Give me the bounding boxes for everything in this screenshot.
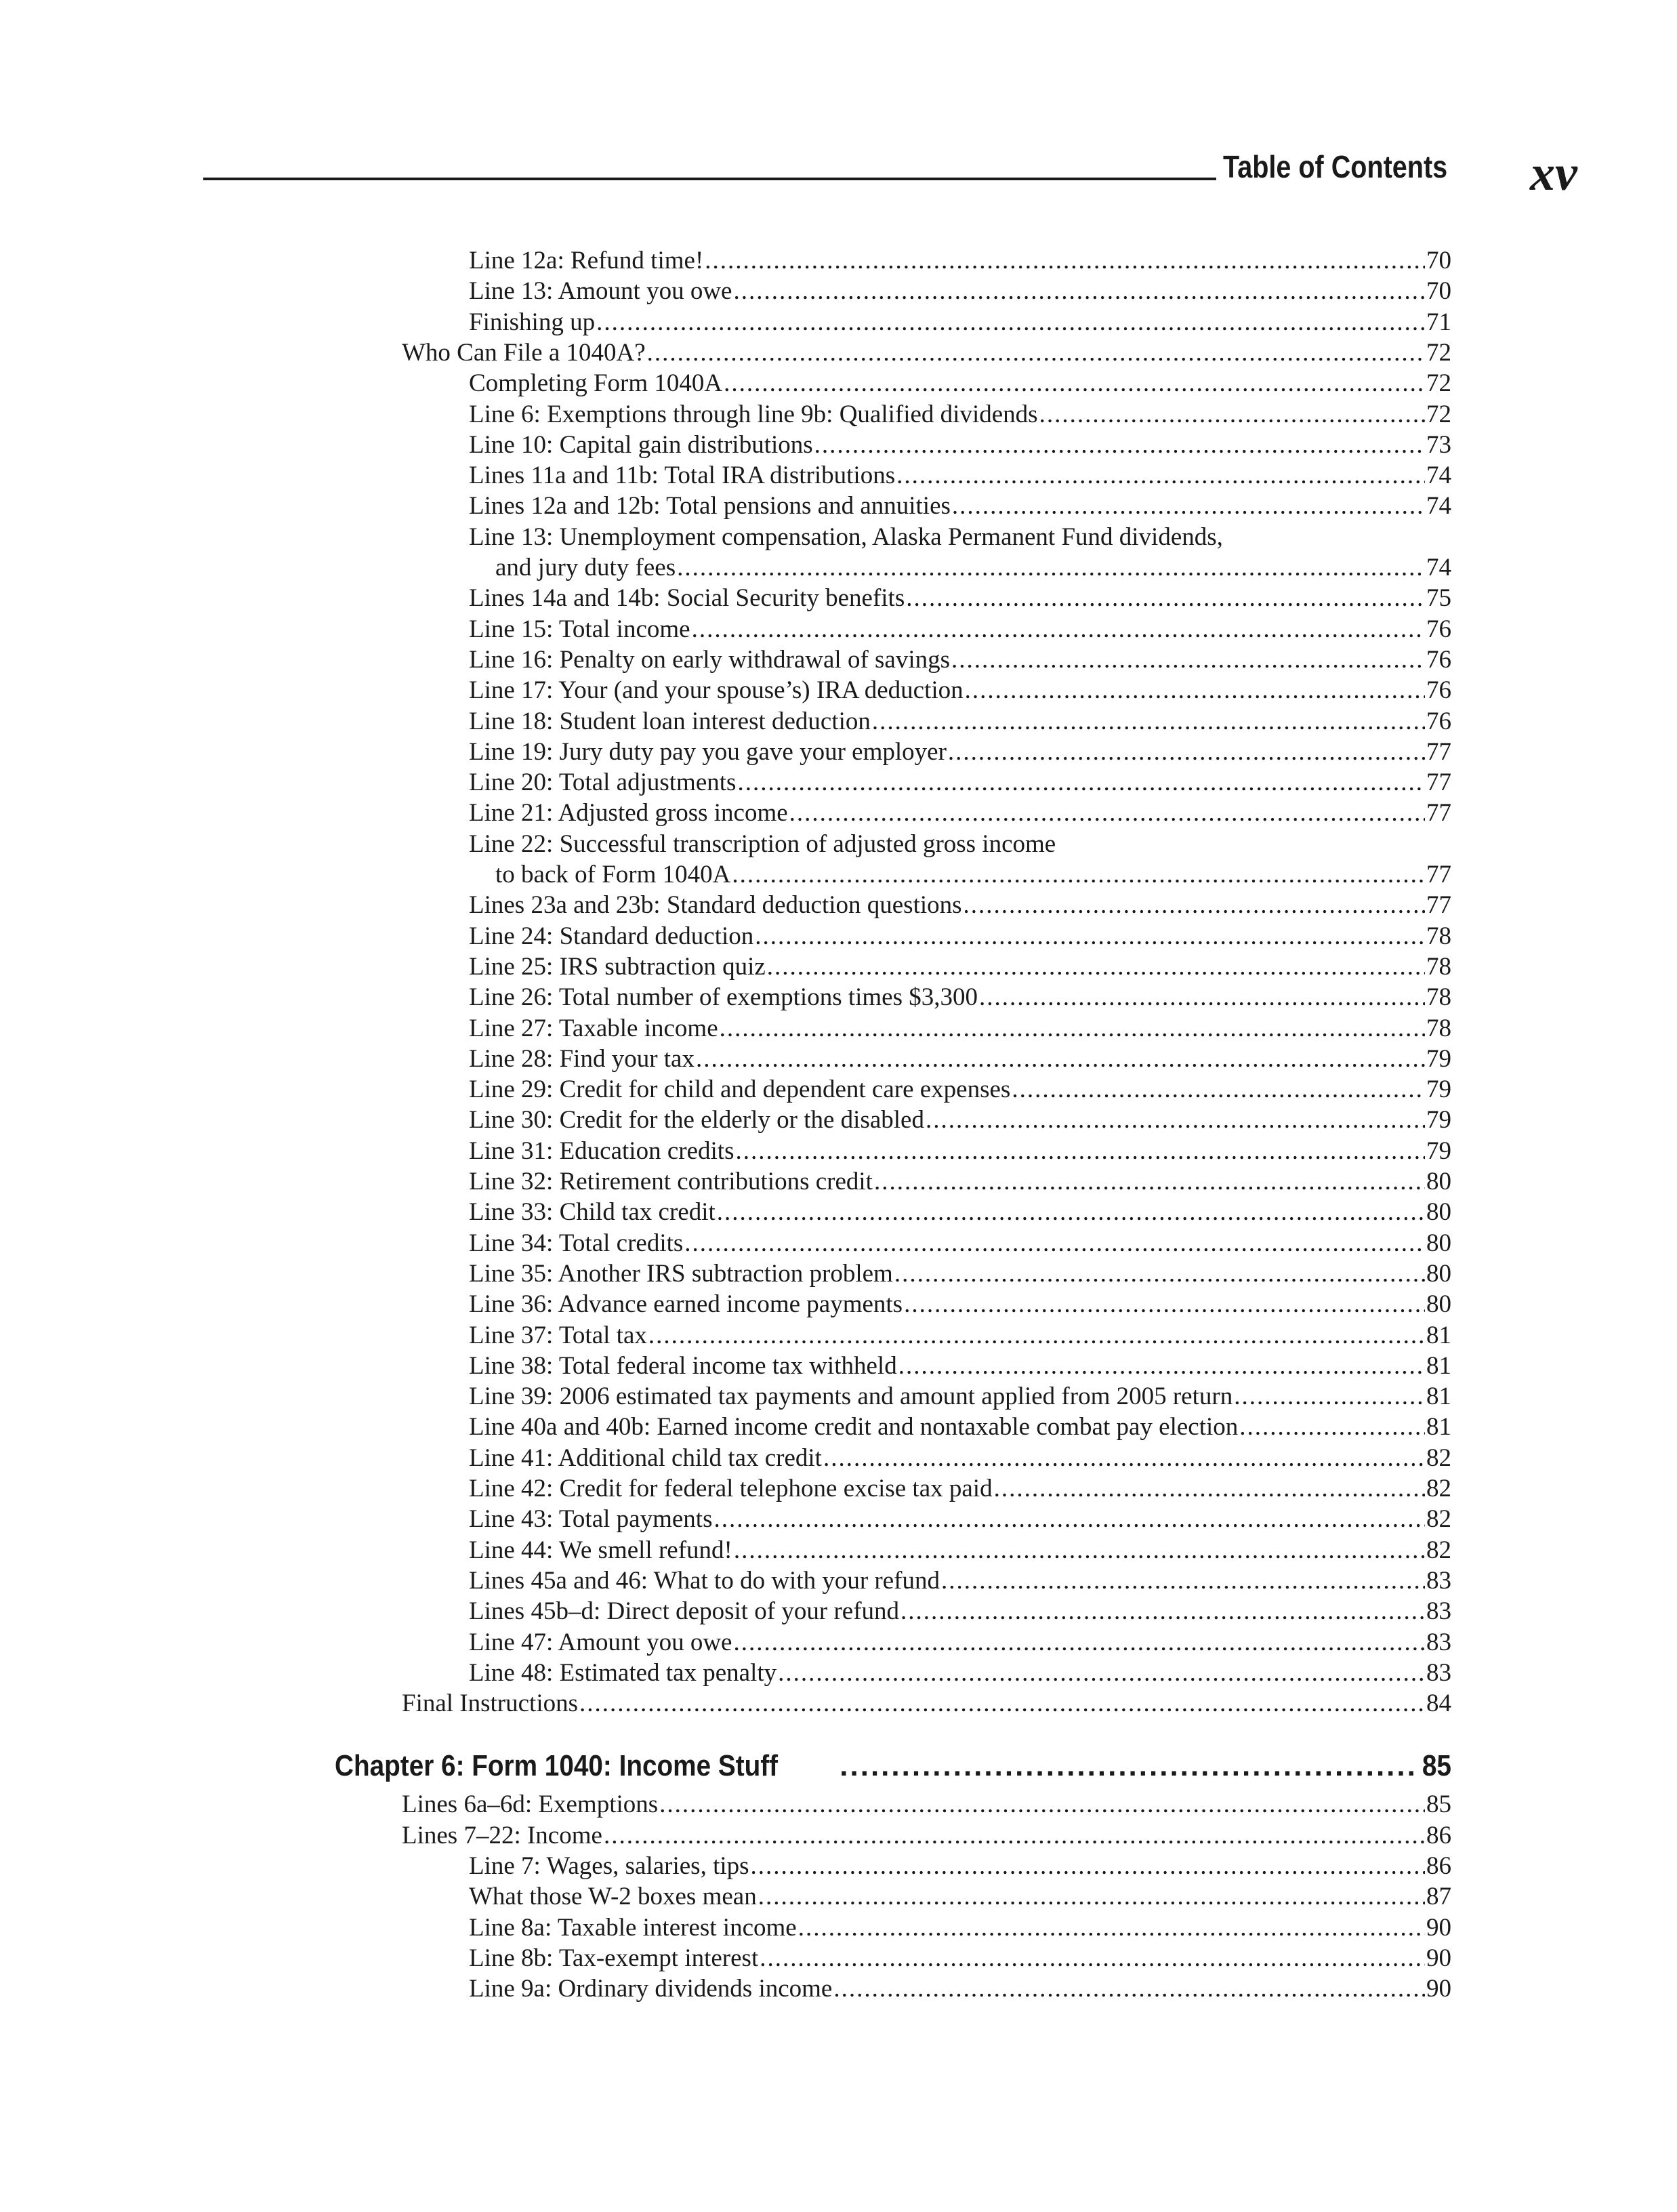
dot-leader: [705, 245, 1425, 276]
toc-entry[interactable]: [469, 675, 1451, 705]
toc-entry-title: Line 17: Your (and your spouse’s) IRA deduction: [469, 676, 964, 705]
toc-entry-page: 79: [1426, 1106, 1451, 1134]
dot-leader: [733, 1627, 1425, 1658]
toc-entry[interactable]: [469, 951, 1451, 982]
toc-entry-page: 87: [1426, 1883, 1451, 1911]
toc-entry[interactable]: [469, 1504, 1451, 1534]
dot-leader: [696, 1044, 1425, 1074]
toc-entry-page: 82: [1426, 1475, 1451, 1502]
toc-entry-page: 75: [1426, 584, 1451, 613]
toc-entry[interactable]: [469, 522, 1223, 552]
toc-entry-title: Line 6: Exemptions through line 9b: Qualified dividends: [469, 400, 1038, 428]
toc-entry-page: 84: [1426, 1689, 1451, 1718]
toc-entry-title: Line 20: Total adjustments: [469, 769, 737, 797]
dot-leader: [778, 1658, 1425, 1688]
running-header: [203, 146, 1586, 203]
toc-entry-page: 77: [1426, 737, 1451, 766]
dot-leader: [734, 1535, 1425, 1565]
dot-leader: [596, 307, 1425, 337]
dot-leader: [833, 1973, 1425, 2004]
toc-entry-title: Lines 11a and 11b: Total IRA distributions: [469, 462, 896, 490]
toc-entry[interactable]: [469, 982, 1451, 1012]
toc-entry-title: Line 42: Credit for federal telephone excise tax paid: [469, 1475, 993, 1502]
toc-entry-page: 76: [1426, 707, 1451, 735]
toc-entry-page: 83: [1426, 1597, 1451, 1626]
toc-entry-page: 90: [1426, 1975, 1451, 2003]
toc-entry-title: Line 8a: Taxable interest income: [469, 1913, 797, 1942]
toc-entry-page: 77: [1426, 861, 1451, 888]
toc-entry-title: Line 30: Credit for the elderly or the disabled: [469, 1106, 924, 1134]
dot-leader: [904, 1289, 1425, 1319]
toc-entry[interactable]: [469, 1596, 1451, 1626]
toc-entry[interactable]: [469, 1258, 1451, 1289]
toc-entry-page: 86: [1426, 1852, 1451, 1880]
dot-leader: [1234, 1381, 1425, 1412]
dot-leader: [952, 491, 1425, 521]
toc-entry-page: 90: [1426, 1944, 1451, 1972]
dot-leader: [906, 583, 1425, 613]
toc-entry[interactable]: [495, 552, 1451, 583]
toc-entry-page: 83: [1426, 1628, 1451, 1656]
toc-entry-title: Line 24: Standard deduction: [469, 922, 754, 950]
dot-leader: [692, 614, 1425, 644]
toc-entry[interactable]: [469, 1443, 1451, 1473]
toc-entry-page: 82: [1426, 1443, 1451, 1472]
dot-leader: [767, 951, 1425, 982]
toc-entry[interactable]: [469, 1013, 1451, 1044]
toc-entry[interactable]: [402, 1789, 1451, 1820]
toc-entry[interactable]: [469, 1943, 1451, 1973]
toc-entry-page: 80: [1426, 1259, 1451, 1288]
toc-entry-page: 79: [1426, 1136, 1451, 1165]
dot-leader: [896, 460, 1425, 491]
toc-entry-page: 81: [1426, 1321, 1451, 1349]
toc-entry[interactable]: [469, 1912, 1451, 1943]
toc-entry-title: Line 31: Education credits: [469, 1136, 734, 1165]
dot-leader: [789, 798, 1425, 828]
toc-entry-title: Lines 14a and 14b: Social Security benefits: [469, 584, 905, 613]
toc-entry-title: Line 19: Jury duty pay you gave your employer: [469, 737, 947, 766]
toc-entry-title: Line 13: Unemployment compensation, Alaska Permanent Fund dividends,: [469, 523, 1223, 551]
toc-entry-page: 71: [1426, 308, 1451, 336]
toc-entry[interactable]: [469, 1197, 1451, 1227]
toc-entry-title: Lines 23a and 23b: Standard deduction questions: [469, 891, 962, 920]
toc-chapter-entry[interactable]: [335, 1747, 1451, 1785]
dot-leader: [659, 1789, 1425, 1820]
dot-leader: [874, 1166, 1425, 1197]
toc-entry-title: Lines 45a and 46: What to do with your refund: [469, 1566, 940, 1595]
dot-leader: [724, 368, 1425, 398]
dot-leader: [872, 706, 1425, 737]
dot-leader: [733, 276, 1425, 306]
toc-entry-title: Finishing up: [469, 308, 596, 336]
toc-entry-page: 90: [1426, 1913, 1451, 1942]
dot-leader: [948, 737, 1425, 767]
toc-entry[interactable]: [469, 1412, 1451, 1442]
toc-entry[interactable]: [469, 368, 1451, 398]
toc-entry[interactable]: [469, 890, 1451, 920]
toc-entry-title: Line 36: Advance earned income payments: [469, 1290, 903, 1319]
toc-entry-page: 70: [1426, 277, 1451, 306]
toc-entry-title: Final Instructions: [402, 1689, 579, 1718]
toc-entry-title: Line 22: Successful transcription of adjusted gross income: [469, 830, 1056, 858]
toc-entry-title: Line 41: Additional child tax credit: [469, 1443, 822, 1472]
toc-entry[interactable]: [469, 1289, 1451, 1319]
toc-entry[interactable]: [469, 1044, 1451, 1074]
toc-entry[interactable]: [402, 1820, 1451, 1851]
dot-leader: [647, 337, 1425, 368]
toc-entry-page: 76: [1426, 676, 1451, 705]
dot-leader: [979, 982, 1425, 1012]
toc-entry-title: Line 40a and 40b: Earned income credit and nontaxable combat pay election: [469, 1413, 1239, 1441]
toc-entry-page: 80: [1426, 1198, 1451, 1227]
dot-leader: [1012, 1074, 1425, 1105]
toc-entry-title: Completing Form 1040A: [469, 369, 723, 398]
toc-entry-page: 78: [1426, 922, 1451, 950]
toc-entry[interactable]: [469, 1381, 1451, 1412]
toc-entry-page: 82: [1426, 1505, 1451, 1534]
toc-entry-title: Line 15: Total income: [469, 615, 690, 643]
dot-leader: [713, 1504, 1425, 1534]
toc-entry[interactable]: [469, 430, 1451, 460]
toc-entry-page: 76: [1426, 615, 1451, 643]
toc-entry-title: to back of Form 1040A: [495, 861, 731, 888]
dot-leader: [840, 1747, 1417, 1785]
toc-entry[interactable]: [469, 614, 1451, 644]
toc-entry-title: Line 44: We smell refund!: [469, 1536, 732, 1564]
toc-entry-title: Line 10: Capital gain distributions: [469, 430, 813, 459]
toc-entry-page: 82: [1426, 1536, 1451, 1564]
toc-entry-title: Line 9a: Ordinary dividends income: [469, 1975, 833, 2003]
dot-leader: [604, 1820, 1425, 1851]
toc-entry[interactable]: [469, 1658, 1451, 1688]
dot-leader: [1039, 399, 1425, 430]
toc-entry-title: What those W-2 boxes mean: [469, 1883, 757, 1911]
toc-entry[interactable]: [469, 1565, 1451, 1596]
toc-entry-page: 77: [1426, 891, 1451, 920]
toc-entry-page: 86: [1426, 1821, 1451, 1849]
toc-entry-page: 78: [1426, 983, 1451, 1012]
toc-entry-page: 72: [1426, 400, 1451, 428]
toc-entry-page: 81: [1426, 1382, 1451, 1411]
toc-entry-title: Line 28: Find your tax: [469, 1044, 695, 1073]
toc-entry-title: Lines 6a–6d: Exemptions: [402, 1790, 659, 1819]
toc-entry[interactable]: [402, 1688, 1451, 1719]
dot-leader: [964, 890, 1425, 920]
toc-entry-page: 73: [1426, 430, 1451, 459]
toc-entry[interactable]: [469, 829, 1056, 859]
toc-entry-title: Line 8b: Tax-exempt interest: [469, 1944, 759, 1972]
toc-entry-title: Line 21: Adjusted gross income: [469, 799, 788, 827]
toc-entry-page: 85: [1426, 1790, 1451, 1819]
toc-entry-page: 74: [1426, 462, 1451, 490]
dot-leader: [648, 1320, 1425, 1351]
toc-entry[interactable]: [469, 798, 1451, 828]
dot-leader: [823, 1443, 1425, 1473]
toc-entry[interactable]: [469, 1105, 1451, 1135]
header-rule: [203, 178, 1216, 180]
toc-entry-title: Line 38: Total federal income tax withheld: [469, 1351, 897, 1380]
toc-entry[interactable]: [469, 276, 1451, 306]
dot-leader: [735, 1136, 1425, 1166]
toc-entry-title: Line 29: Credit for child and dependent care expenses: [469, 1076, 1011, 1104]
dot-leader: [994, 1473, 1425, 1504]
toc-entry-title: Line 7: Wages, salaries, tips: [469, 1852, 749, 1880]
toc-entry[interactable]: [469, 1535, 1451, 1565]
dot-leader: [755, 921, 1425, 951]
toc-entry[interactable]: [469, 1473, 1451, 1504]
toc-entry-page: 70: [1426, 247, 1451, 274]
toc-entry[interactable]: [469, 460, 1451, 491]
dot-leader: [894, 1258, 1425, 1289]
toc-entry-page: 72: [1426, 369, 1451, 398]
toc-entry-page: 83: [1426, 1658, 1451, 1687]
toc-entry[interactable]: [469, 1881, 1451, 1912]
toc-entry-page: 78: [1426, 1014, 1451, 1042]
toc-entry[interactable]: [495, 859, 1451, 890]
dot-leader: [758, 1881, 1425, 1912]
toc-entry-title: Line 26: Total number of exemptions times $3,300: [469, 983, 978, 1012]
toc-entry[interactable]: [469, 1228, 1451, 1258]
toc-entry-page: 74: [1426, 492, 1451, 520]
toc-entry-title: Line 34: Total credits: [469, 1229, 684, 1257]
dot-leader: [677, 552, 1425, 583]
toc-entry-page: 80: [1426, 1168, 1451, 1195]
toc-entry-title: Line 27: Taxable income: [469, 1014, 718, 1042]
toc-entry[interactable]: [469, 491, 1451, 521]
dot-leader: [737, 767, 1425, 798]
toc-entry[interactable]: [469, 644, 1451, 675]
dot-leader: [717, 1197, 1425, 1227]
dot-leader: [898, 1351, 1425, 1381]
toc-entry-title: Line 47: Amount you owe: [469, 1628, 732, 1656]
dot-leader: [720, 1013, 1425, 1044]
toc-entry-title: Chapter 6: Form 1040: Income Stuff: [335, 1749, 779, 1783]
toc-entry-page: 83: [1426, 1566, 1451, 1595]
toc-entry-title: Lines 7–22: Income: [402, 1821, 602, 1849]
dot-leader: [965, 675, 1425, 705]
toc-entry[interactable]: [402, 337, 1451, 368]
toc-entry-title: Line 18: Student loan interest deduction: [469, 707, 871, 735]
toc-entry-page: 79: [1426, 1076, 1451, 1104]
header-title: Table of Contents: [1223, 149, 1448, 184]
toc-entry[interactable]: [469, 1973, 1451, 2004]
toc-entry-page: 80: [1426, 1290, 1451, 1319]
toc-entry-page: 85: [1422, 1749, 1451, 1783]
dot-leader: [798, 1912, 1425, 1943]
toc-entry[interactable]: [469, 706, 1451, 737]
toc-entry-page: 72: [1426, 338, 1451, 367]
toc-entry[interactable]: [469, 921, 1451, 951]
toc-entry-page: 79: [1426, 1044, 1451, 1073]
page-number: xv: [1530, 146, 1577, 201]
toc-entry-title: Line 43: Total payments: [469, 1505, 713, 1534]
toc-entry-title: Line 12a: Refund time!: [469, 247, 704, 274]
dot-leader: [760, 1943, 1425, 1973]
toc-entry-title: Lines 12a and 12b: Total pensions and annuities: [469, 492, 951, 520]
toc-entry-page: 78: [1426, 952, 1451, 981]
dot-leader: [814, 430, 1425, 460]
toc-entry-page: 81: [1426, 1413, 1451, 1441]
dot-leader: [1239, 1412, 1425, 1442]
dot-leader: [579, 1688, 1425, 1719]
toc-entry[interactable]: [469, 399, 1451, 430]
toc-entry-title: Line 16: Penalty on early withdrawal of savings: [469, 645, 951, 674]
toc-entry-title: Line 37: Total tax: [469, 1321, 647, 1349]
toc-entry-title: Who Can File a 1040A?: [402, 338, 646, 367]
toc-entry-title: Line 39: 2006 estimated tax payments and amount applied from 2005 return: [469, 1382, 1233, 1411]
dot-leader: [732, 859, 1425, 890]
toc-entry-title: Line 25: IRS subtraction quiz: [469, 952, 766, 981]
toc-entry[interactable]: [469, 1320, 1451, 1351]
toc-entry[interactable]: [469, 1136, 1451, 1166]
toc-entry[interactable]: [469, 1851, 1451, 1881]
toc-entry[interactable]: [469, 767, 1451, 798]
toc-entry-page: 80: [1426, 1229, 1451, 1257]
toc-entry[interactable]: [469, 245, 1451, 276]
toc-entry-title: Line 33: Child tax credit: [469, 1198, 716, 1227]
dot-leader: [751, 1851, 1425, 1881]
dot-leader: [684, 1228, 1425, 1258]
toc-entry[interactable]: [469, 583, 1451, 613]
dot-leader: [951, 644, 1425, 675]
toc-entry-page: 77: [1426, 799, 1451, 827]
toc-entry-title: and jury duty fees: [495, 554, 676, 581]
toc-entry[interactable]: [469, 1627, 1451, 1658]
toc-entry[interactable]: [469, 1074, 1451, 1105]
dot-leader: [941, 1565, 1425, 1596]
dot-leader: [900, 1596, 1425, 1626]
toc-entry-title: Line 35: Another IRS subtraction problem: [469, 1259, 893, 1288]
toc-entry-title: Line 48: Estimated tax penalty: [469, 1658, 777, 1687]
toc-entry-title: Line 13: Amount you owe: [469, 277, 732, 306]
toc-entry[interactable]: [469, 1166, 1451, 1197]
toc-entry-page: 76: [1426, 645, 1451, 674]
toc-entry[interactable]: [469, 737, 1451, 767]
toc-entry-title: Lines 45b–d: Direct deposit of your refund: [469, 1597, 900, 1626]
dot-leader: [926, 1105, 1425, 1135]
toc-entry-page: 77: [1426, 769, 1451, 797]
toc-entry-page: 74: [1426, 554, 1451, 581]
toc-entry[interactable]: [469, 1351, 1451, 1381]
toc-entry-page: 81: [1426, 1351, 1451, 1380]
toc-entry[interactable]: [469, 307, 1451, 337]
toc-entry-title: Line 32: Retirement contributions credit: [469, 1168, 873, 1195]
